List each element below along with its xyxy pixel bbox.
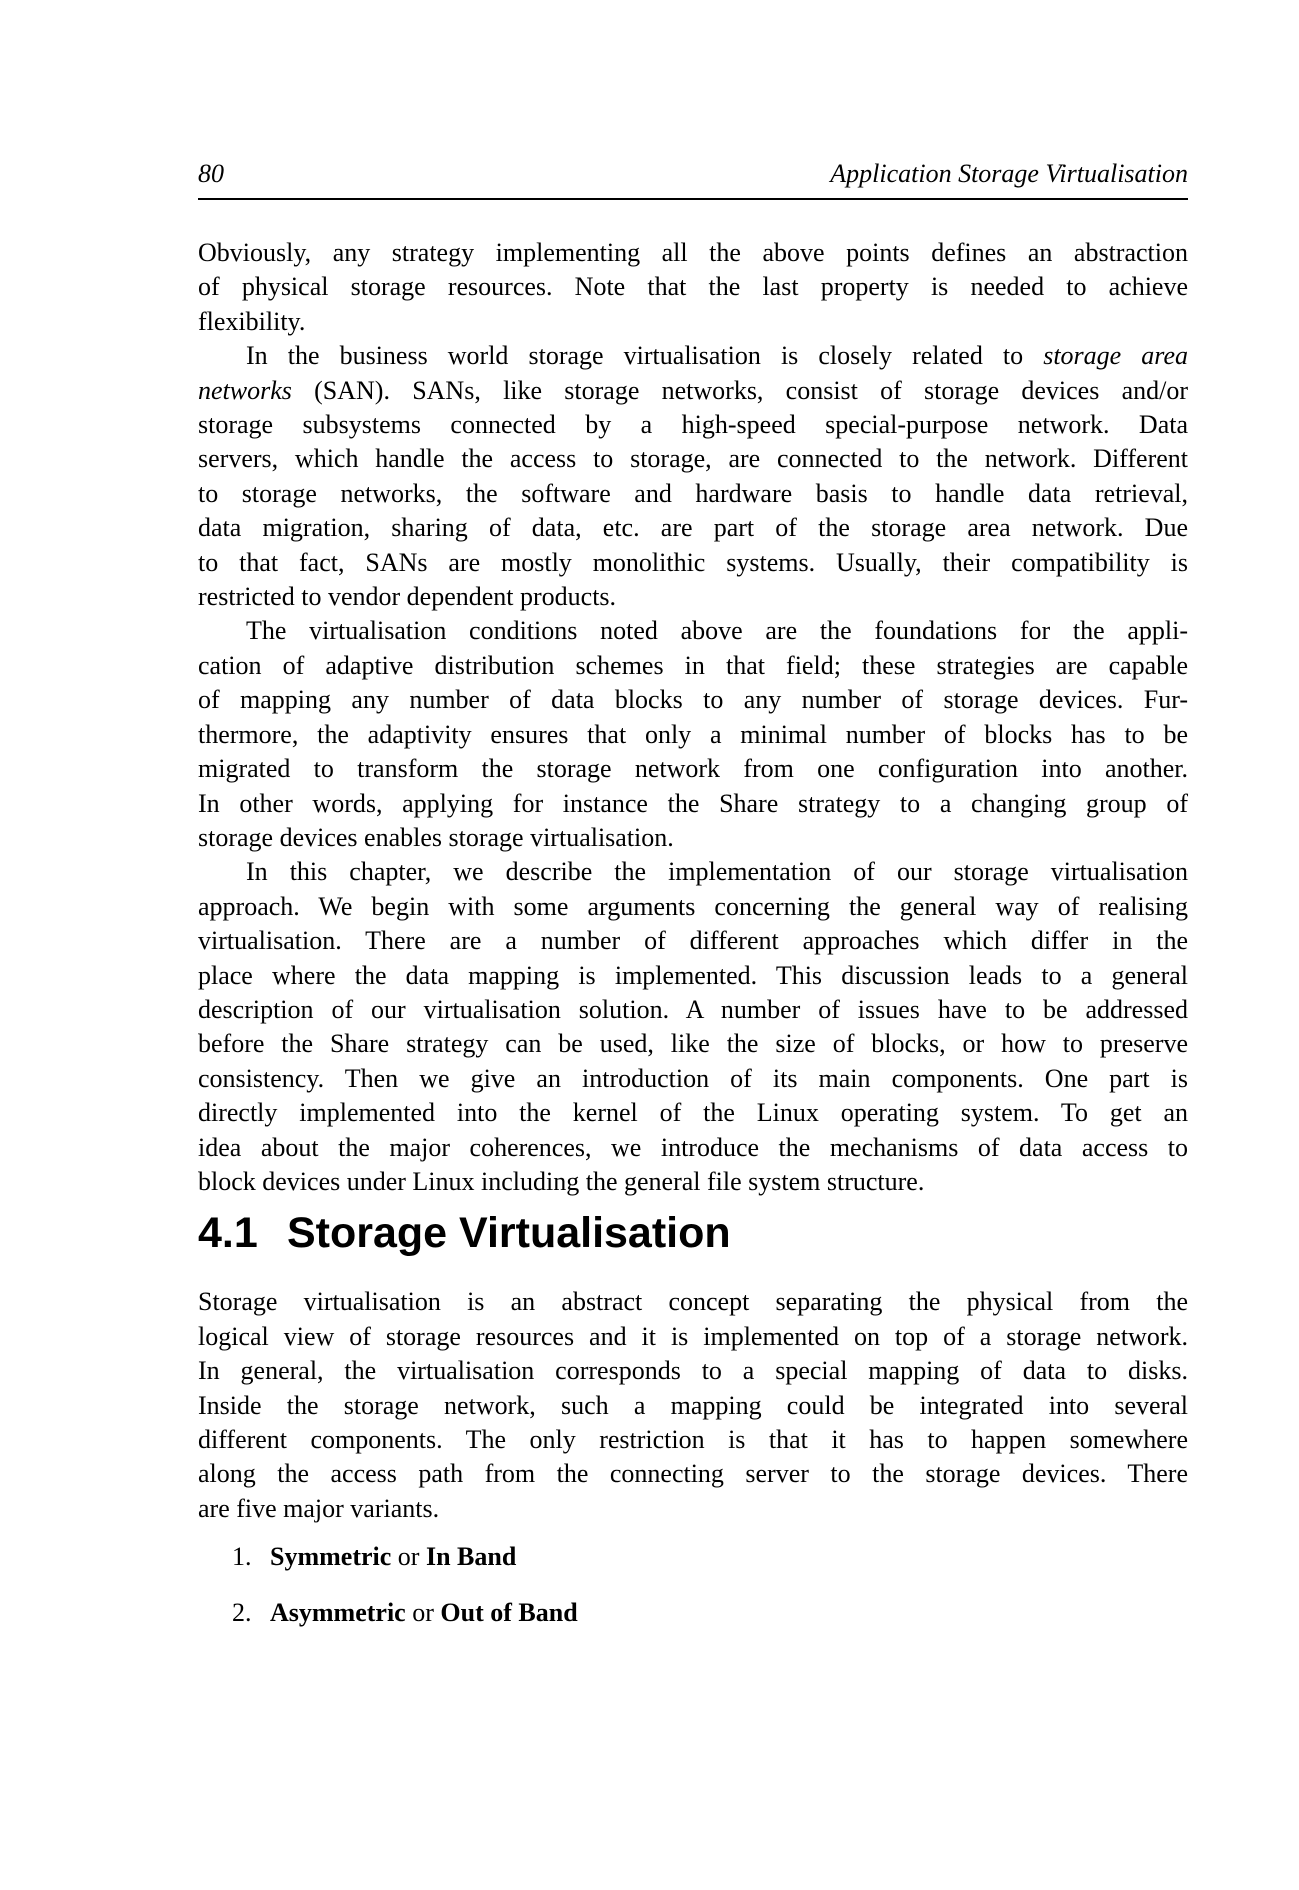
text-line: [198, 1062, 1188, 1096]
text-line: [198, 787, 1188, 821]
text-line: [198, 1096, 1188, 1130]
paragraph: [198, 236, 1188, 339]
text-segment: storage devices enables storage virtualisation.: [198, 822, 674, 852]
text-segment: virtualisation. There are a number of different approaches which differ in the: [198, 926, 1188, 956]
text-line: [198, 1492, 1188, 1526]
text-line: [198, 821, 1188, 855]
section-title: Storage Virtualisation: [287, 1209, 731, 1258]
text-segment: are five major variants.: [198, 1493, 440, 1523]
text-segment: to storage networks, the software and hardware basis to handle data retrieval,: [198, 478, 1188, 508]
text-segment: Storage virtualisation is an abstract concept separating the physical from the: [198, 1287, 1188, 1317]
text-line: [198, 1320, 1188, 1354]
text-line: [198, 649, 1188, 683]
text-segment: idea about the major coherences, we introduce the mechanisms of data access to: [198, 1132, 1188, 1162]
text-segment: of physical storage resources. Note that the last property is needed to achieve: [198, 272, 1188, 302]
text-segment: block devices under Linux including the general file system structure.: [198, 1166, 925, 1196]
paragraph: [198, 1285, 1188, 1526]
section-number: 4.1: [198, 1209, 258, 1258]
text-line: [198, 580, 1188, 614]
text-line: [198, 924, 1188, 958]
text-line: [198, 1027, 1188, 1061]
text-line: [198, 1389, 1188, 1423]
text-segment: before the Share strategy can be used, like the size of blocks, or how to preserve: [198, 1029, 1188, 1059]
text-line: [198, 1354, 1188, 1388]
text-segment: cation of adaptive distribution schemes in that field; these strategies are capable: [198, 650, 1188, 680]
text-segment: Out of Band: [440, 1597, 578, 1627]
text-line: [198, 408, 1188, 442]
list-item-number: 2.: [232, 1597, 252, 1627]
list-item: [198, 1540, 1188, 1574]
text-line: [198, 270, 1188, 304]
text-line: [198, 511, 1188, 545]
text-line: [198, 718, 1188, 752]
text-line: [198, 1285, 1188, 1319]
text-segment: or: [391, 1542, 426, 1572]
text-segment: (SAN). SANs, like storage networks, consist of storage devices and/or: [291, 375, 1188, 405]
page-number: 80: [198, 159, 224, 188]
text-line: [198, 305, 1188, 339]
text-segment: flexibility.: [198, 306, 306, 336]
text-line: [198, 752, 1188, 786]
running-header: [198, 158, 1188, 200]
text-line: [198, 855, 1188, 889]
text-segment: servers, which handle the access to storage, are connected to the network. Different: [198, 444, 1188, 474]
text-line: [198, 683, 1188, 717]
text-segment: In the business world storage virtualisation is closely related to: [246, 341, 1044, 371]
text-segment: directly implemented into the kernel of the Linux operating system. To get an: [198, 1098, 1188, 1128]
page-content: [198, 0, 1188, 1630]
text-segment: The virtualisation conditions noted above are the foundations for the appli-: [246, 616, 1188, 646]
text-segment: Symmetric: [270, 1542, 392, 1572]
text-segment: place where the data mapping is implemented. This discussion leads to a general: [198, 960, 1188, 990]
text-segment: logical view of storage resources and it is implemented on top of a storage network.: [198, 1321, 1188, 1351]
paragraph: [198, 855, 1188, 1199]
text-segment: migrated to transform the storage network from one configuration into another.: [198, 754, 1188, 784]
text-segment: Inside the storage network, such a mapping could be integrated into several: [198, 1390, 1188, 1420]
text-line: [198, 236, 1188, 270]
text-line: [198, 442, 1188, 476]
text-line: [198, 339, 1188, 373]
text-segment: to that fact, SANs are mostly monolithic systems. Usually, their compatibility is: [198, 547, 1188, 577]
text-line: [198, 959, 1188, 993]
text-line: [198, 993, 1188, 1027]
text-line: [198, 546, 1188, 580]
paragraph: [198, 339, 1188, 614]
text-segment: storage subsystems connected by a high-speed special-purpose network. Data: [198, 410, 1188, 440]
running-title: Application Storage Virtualisation: [830, 159, 1188, 188]
text-segment: different components. The only restriction is that it has to happen somewhere: [198, 1425, 1188, 1454]
text-segment: consistency. Then we give an introduction of its main components. One part is: [198, 1063, 1188, 1093]
text-segment: thermore, the adaptivity ensures that only a minimal number of blocks has to be: [198, 719, 1188, 749]
text-segment: Obviously, any strategy implementing all the above points defines an abstraction: [198, 238, 1188, 267]
text-line: [198, 374, 1188, 408]
section-paragraphs: [198, 1285, 1188, 1526]
intro-paragraphs: [198, 236, 1188, 1199]
text-segment: approach. We begin with some arguments concerning the general way of realising: [198, 891, 1188, 921]
text-line: [198, 1131, 1188, 1165]
list-item: [198, 1596, 1188, 1630]
text-line: [198, 1423, 1188, 1457]
text-segment: along the access path from the connecting server to the storage devices. There: [198, 1459, 1188, 1489]
section-heading: [198, 1208, 1188, 1258]
text-segment: restricted to vendor dependent products.: [198, 582, 617, 612]
text-line: [198, 890, 1188, 924]
variant-list: [198, 1540, 1188, 1630]
text-segment: networks: [198, 375, 292, 405]
text-segment: or: [405, 1597, 441, 1627]
paragraph: [198, 614, 1188, 855]
text-segment: storage area: [1043, 341, 1188, 371]
text-line: [198, 477, 1188, 511]
text-segment: description of our virtualisation solution. A number of issues have to be addressed: [198, 994, 1188, 1024]
text-line: [198, 1165, 1188, 1199]
text-segment: In general, the virtualisation corresponds to a special mapping of data to disks.: [198, 1356, 1188, 1386]
text-segment: Asymmetric: [270, 1597, 406, 1627]
text-segment: In other words, applying for instance the Share strategy to a changing group of: [198, 788, 1188, 818]
text-segment: In this chapter, we describe the implementation of our storage virtualisation: [246, 857, 1188, 887]
text-segment: In Band: [425, 1542, 517, 1572]
text-line: [198, 1457, 1188, 1491]
text-segment: of mapping any number of data blocks to any number of storage devices. Fur-: [198, 685, 1188, 715]
text-line: [198, 614, 1188, 648]
text-segment: data migration, sharing of data, etc. are part of the storage area network. Due: [198, 513, 1188, 543]
list-item-number: 1.: [232, 1542, 252, 1572]
